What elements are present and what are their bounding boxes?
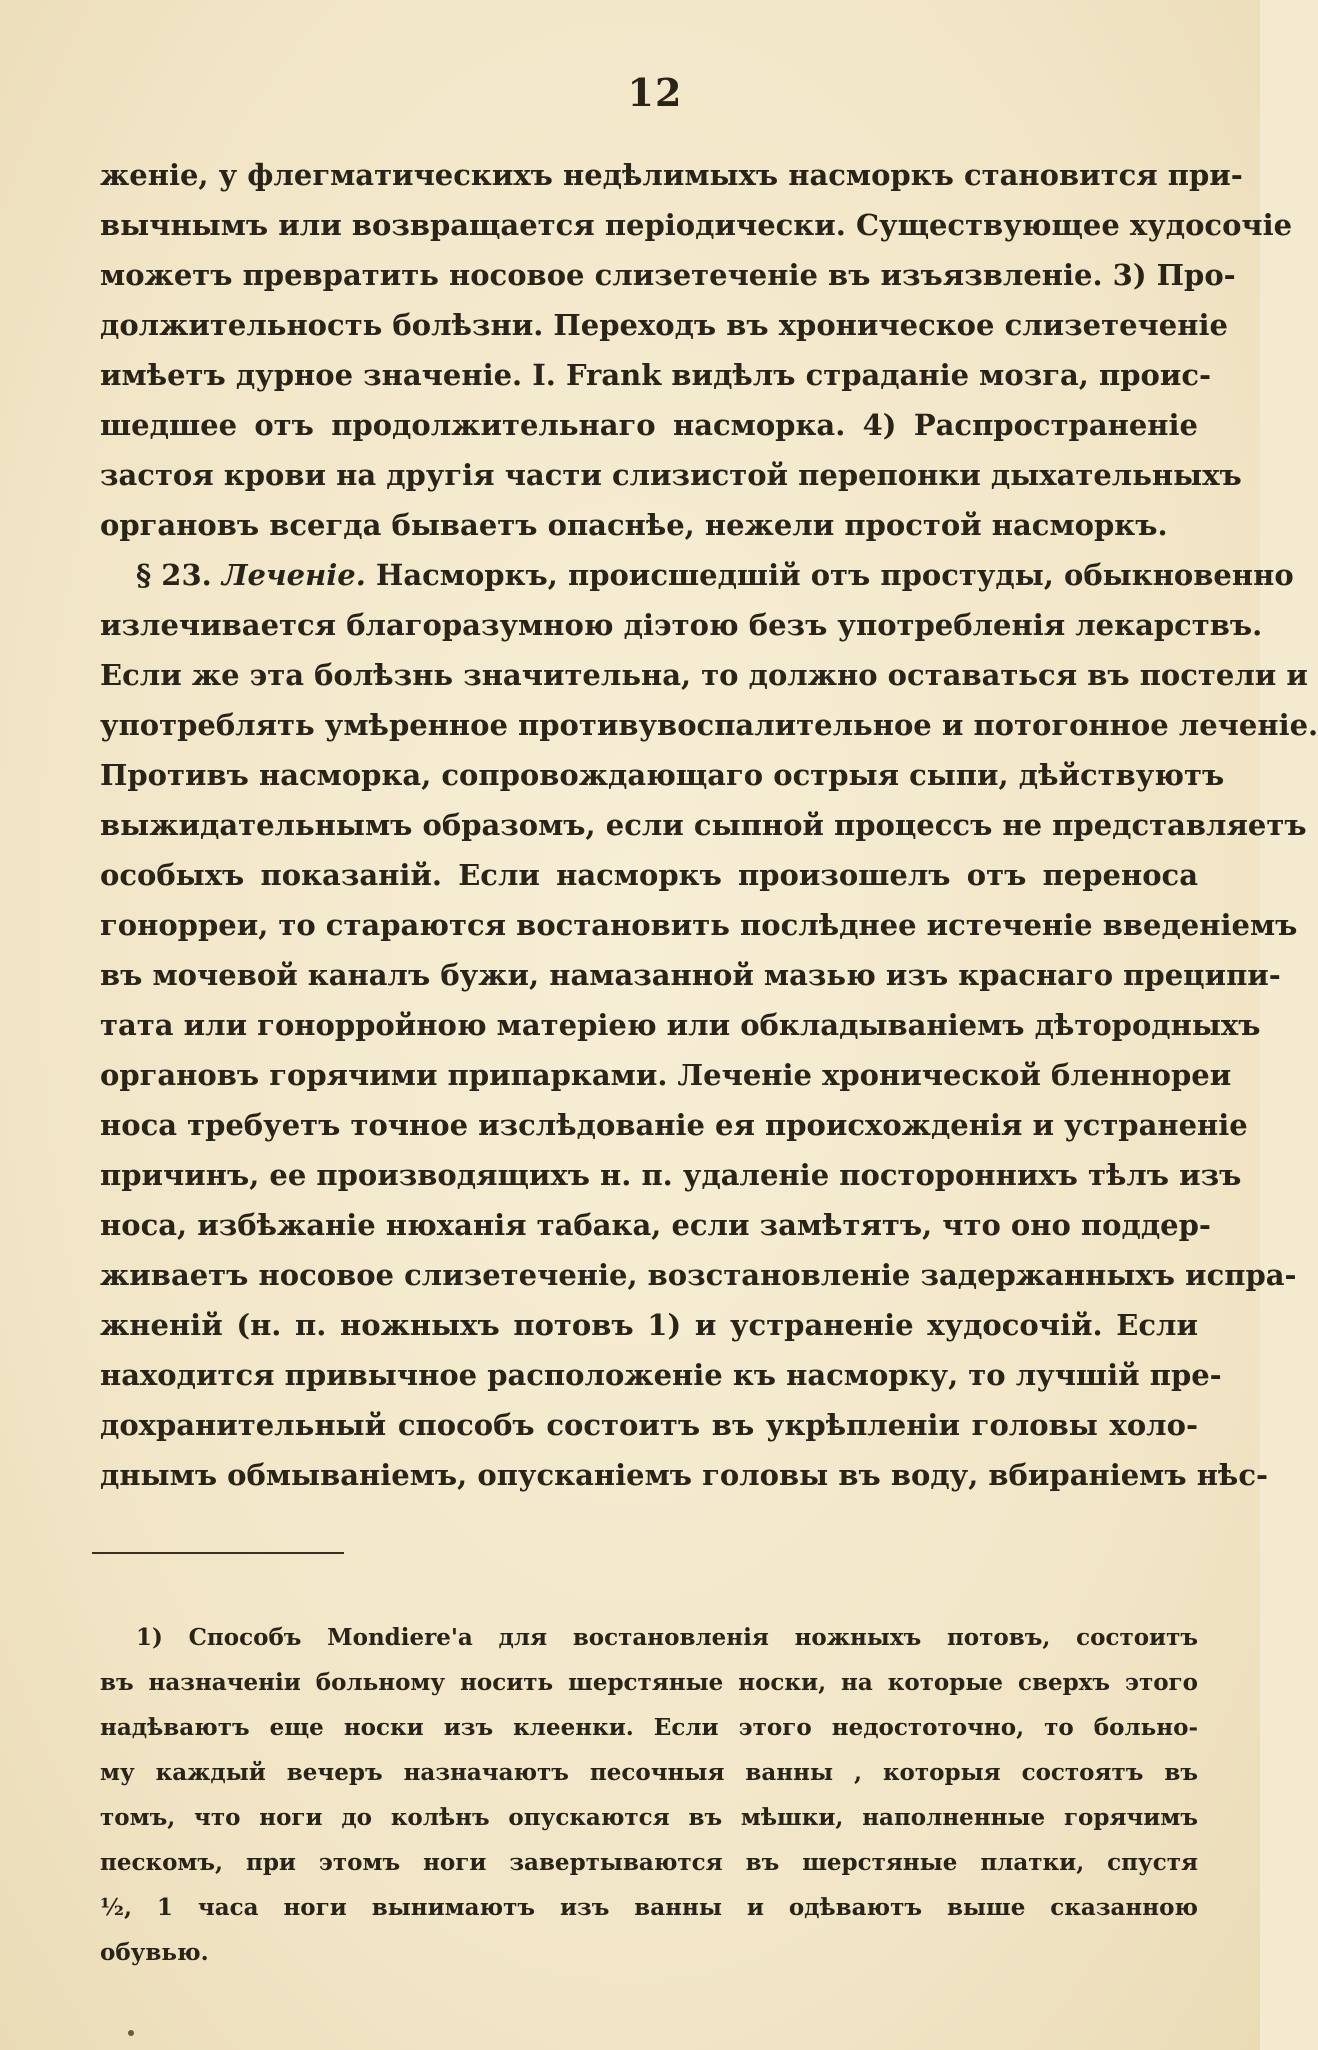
text-line: дохранительный способъ состоитъ въ укрѣпленіи головы холо- [100, 1408, 1198, 1442]
text-line: употреблять умѣренное противувоспалительное и потогонное леченіе. [100, 708, 1318, 742]
section-title: Леченіе. [221, 558, 366, 592]
section-number: § 23. [136, 558, 212, 592]
text-line: носа требуетъ точное изслѣдованіе ея происхожденія и устраненіе [100, 1108, 1248, 1142]
text-line: органовъ всегда бываетъ опаснѣе, нежели простой насморкъ. [100, 508, 1168, 542]
section-heading-line [100, 550, 1294, 600]
text-line: можетъ превратить носовое слизетеченіе въ изъязвленіе. 3) Про- [100, 258, 1236, 292]
footnote [100, 1615, 1198, 1975]
section-first-line-text: Насморкъ, происшедшій отъ простуды, обыкновенно [375, 558, 1294, 592]
footnote-line: пескомъ, при этомъ ноги завертываются въ шерстяные платки, спустя [100, 1849, 1198, 1876]
footnote-line: 1) Способъ Mondiere'а для востановленія ножныхъ потовъ, состоитъ [136, 1624, 1198, 1651]
text-line: застоя крови на другія части слизистой перепонки дыхательныхъ [100, 458, 1242, 492]
text-line: органовъ горячими припарками. Леченіе хронической бленнореи [100, 1058, 1232, 1092]
footnote-line: томъ, что ноги до колѣнъ опускаются въ мѣшки, наполненные горячимъ [100, 1804, 1198, 1831]
text-line: тата или гонорройною матеріею или обкладываніемъ дѣтородныхъ [100, 1008, 1261, 1042]
text-line: вычнымъ или возвращается періодически. Существующее худосочіе [100, 208, 1293, 242]
text-line: жненій (н. п. ножныхъ потовъ 1) и устраненіе худосочій. Если [100, 1308, 1198, 1342]
main-text [100, 150, 1318, 1500]
text-line: особыхъ показаній. Если насморкъ произошелъ отъ переноса [100, 858, 1198, 892]
text-line: живаетъ носовое слизетеченіе, возстановленіе задержанныхъ испра- [100, 1258, 1297, 1292]
footnote-line: надѣваютъ еще носки изъ клеенки. Если этого недостоточно, то больно- [100, 1714, 1198, 1741]
text-line: должительность болѣзни. Переходъ въ хроническое слизетеченіе [100, 308, 1228, 342]
text-line: днымъ обмываніемъ, опусканіемъ головы въ воду, вбираніемъ нѣс- [100, 1458, 1269, 1492]
text-line: имѣетъ дурное значеніе. I. Frank видѣлъ страданіе мозга, проис- [100, 358, 1212, 392]
text-line: излечивается благоразумною діэтою безъ употребленія лекарствъ. [100, 608, 1263, 642]
footnote-line: въ назначеніи больному носить шерстяные носки, на которые сверхъ этого [100, 1669, 1198, 1696]
text-line: носа, избѣжаніе нюханія табака, если замѣтятъ, что оно поддер- [100, 1208, 1211, 1242]
footnote-line: ½, 1 часа ноги вынимаютъ изъ ванны и одѣваютъ выше сказанною [100, 1894, 1198, 1921]
text-line: женіе, у флегматическихъ недѣлимыхъ насморкъ становится при- [100, 158, 1243, 192]
paper-speck [128, 2030, 134, 2036]
page-number: 12 [627, 70, 683, 115]
text-line: Противъ насморка, сопровождающаго острыя сыпи, дѣйствуютъ [100, 758, 1225, 792]
text-line: гонорреи, то стараются востановить послѣднее истеченіе введеніемъ [100, 908, 1298, 942]
text-line: выжидательнымъ образомъ, если сыпной процессъ не представляетъ [100, 808, 1307, 842]
text-line: въ мочевой каналъ бужи, намазанной мазью изъ краснаго преципи- [100, 958, 1281, 992]
footnote-divider [92, 1552, 344, 1554]
footnote-line: му каждый вечеръ назначаютъ песочныя ванны , которыя состоятъ въ [100, 1759, 1198, 1786]
text-line: шедшее отъ продолжительнаго насморка. 4) Распространеніе [100, 408, 1198, 442]
footnote-line: обувью. [100, 1939, 209, 1966]
text-line: находится привычное расположеніе къ насморку, то лучшій пре- [100, 1358, 1222, 1392]
text-line: Если же эта болѣзнь значительна, то должно оставаться въ постели и [100, 658, 1308, 692]
text-line: причинъ, ее производящихъ н. п. удаленіе постороннихъ тѣлъ изъ [100, 1158, 1242, 1192]
